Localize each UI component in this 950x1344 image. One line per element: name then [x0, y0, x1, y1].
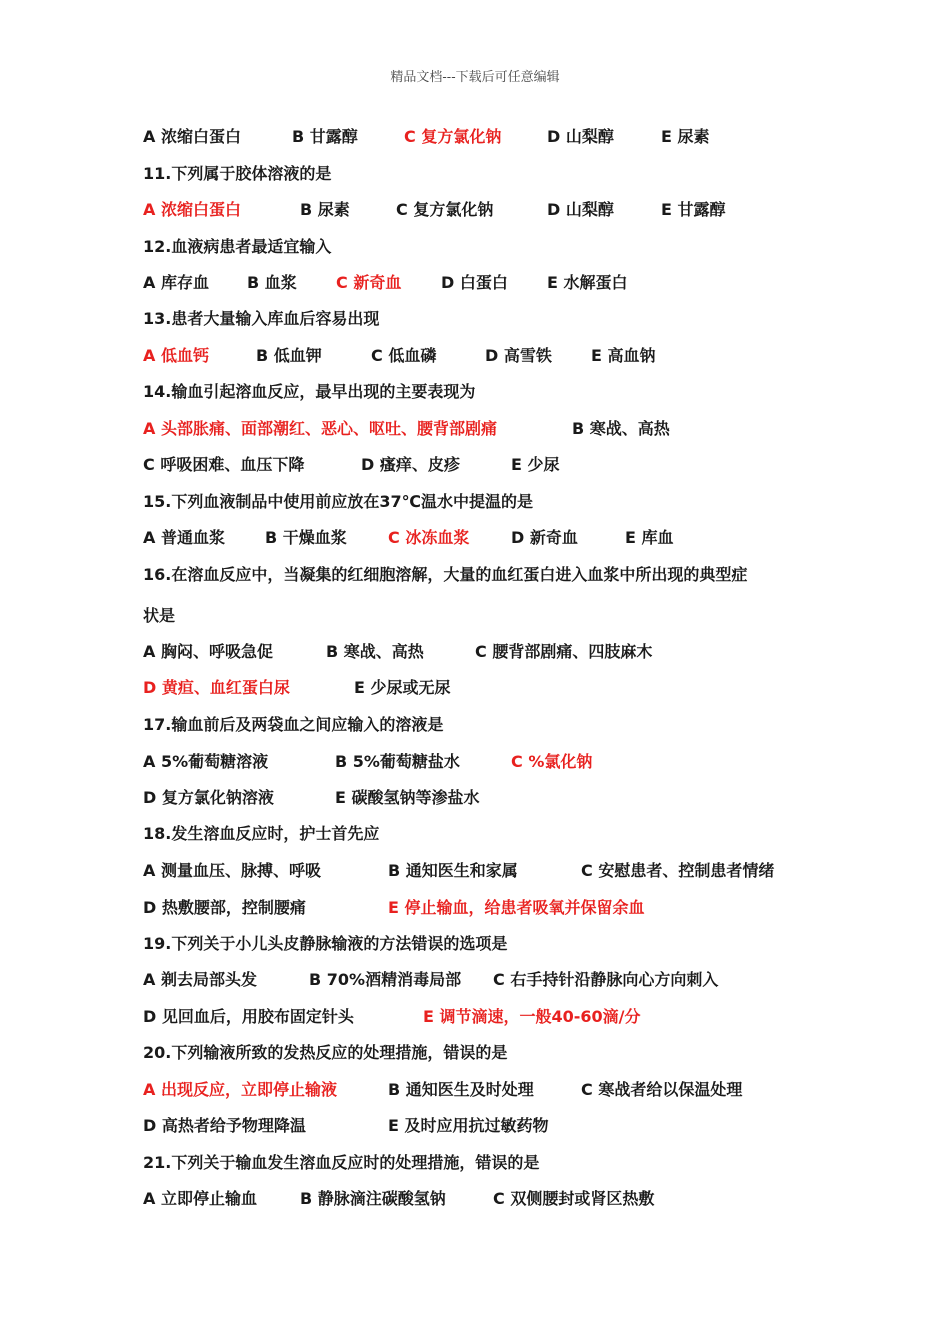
- answer-option-correct: D 黄疸、血红蛋白尿: [143, 678, 290, 697]
- answer-option: D 高雪铁: [485, 346, 552, 365]
- answer-option: A 胸闷、呼吸急促: [143, 642, 273, 661]
- answer-option: D 热敷腰部，控制腰痛: [143, 898, 306, 917]
- question-text: 12.血液病患者最适宜输入: [143, 237, 332, 256]
- answer-option: C 低血磷: [371, 346, 437, 365]
- answer-option-correct: A 浓缩白蛋白: [143, 200, 241, 219]
- answer-option: A 立即停止输血: [143, 1189, 257, 1208]
- answer-option: C 呼吸困难、血压下降: [143, 455, 305, 474]
- answer-option: E 库血: [625, 528, 674, 547]
- answer-option: B 低血钾: [256, 346, 322, 365]
- answer-option: D 见回血后，用胶布固定针头: [143, 1007, 354, 1026]
- answer-option: B 70%酒精消毒局部: [309, 970, 462, 989]
- question-text: 15.下列血液制品中使用前应放在37℃温水中提温的是: [143, 492, 533, 511]
- question-text: 16.在溶血反应中，当凝集的红细胞溶解，大量的血红蛋白进入血浆中所出现的典型症: [143, 565, 748, 584]
- answer-option: B 寒战、高热: [326, 642, 424, 661]
- answer-option: B 5%葡萄糖盐水: [335, 752, 460, 771]
- answer-option: E 及时应用抗过敏药物: [388, 1116, 549, 1135]
- question-text: 17.输血前后及两袋血之间应输入的溶液是: [143, 715, 444, 734]
- answer-option: E 高血钠: [591, 346, 656, 365]
- question-text: 状是: [143, 606, 176, 625]
- answer-option: C 右手持针沿静脉向心方向刺入: [493, 970, 719, 989]
- answer-option: C 腰背部剧痛、四肢麻木: [475, 642, 653, 661]
- answer-option-correct: C 复方氯化钠: [404, 127, 502, 146]
- answer-option: B 干燥血浆: [265, 528, 347, 547]
- answer-option: C 安慰患者、控制患者情绪: [581, 861, 775, 880]
- answer-option: E 少尿或无尿: [354, 678, 451, 697]
- question-text: 11.下列属于胶体溶液的是: [143, 164, 332, 183]
- answer-option: A 库存血: [143, 273, 209, 292]
- answer-option-correct: A 头部胀痛、面部潮红、恶心、呕吐、腰背部剧痛: [143, 419, 497, 438]
- page-header: 精品文档---下载后可任意编辑: [390, 70, 560, 85]
- answer-option-correct: C %氯化钠: [511, 752, 593, 771]
- answer-option: A 浓缩白蛋白: [143, 127, 241, 146]
- answer-option: D 瘙痒、皮疹: [361, 455, 460, 474]
- answer-option: D 新奇血: [511, 528, 578, 547]
- answer-option: B 尿素: [300, 200, 350, 219]
- question-text: 19.下列关于小儿头皮静脉输液的方法错误的选项是: [143, 934, 508, 953]
- answer-option-correct: A 低血钙: [143, 346, 209, 365]
- question-text: 13.患者大量输入库血后容易出现: [143, 309, 380, 328]
- answer-option: E 尿素: [661, 127, 710, 146]
- answer-option: B 甘露醇: [292, 127, 358, 146]
- answer-option: B 静脉滴注碳酸氢钠: [300, 1189, 446, 1208]
- answer-option: D 高热者给予物理降温: [143, 1116, 306, 1135]
- answer-option: D 山梨醇: [547, 127, 614, 146]
- answer-option-correct: E 调节滴速，一般40-60滴/分: [423, 1007, 641, 1026]
- answer-option: B 通知医生和家属: [388, 861, 518, 880]
- answer-option: D 白蛋白: [441, 273, 508, 292]
- answer-option: A 普通血浆: [143, 528, 225, 547]
- answer-option: D 山梨醇: [547, 200, 614, 219]
- answer-option-correct: C 新奇血: [336, 273, 402, 292]
- answer-option: A 5%葡萄糖溶液: [143, 752, 269, 771]
- answer-option: B 通知医生及时处理: [388, 1080, 534, 1099]
- question-text: 20.下列输液所致的发热反应的处理措施，错误的是: [143, 1043, 508, 1062]
- question-text: 18.发生溶血反应时，护士首先应: [143, 824, 380, 843]
- answer-option: B 血浆: [247, 273, 297, 292]
- answer-option: C 双侧腰封或肾区热敷: [493, 1189, 655, 1208]
- answer-option-correct: C 冰冻血浆: [388, 528, 470, 547]
- answer-option: E 水解蛋白: [547, 273, 628, 292]
- question-text: 14.输血引起溶血反应，最早出现的主要表现为: [143, 382, 476, 401]
- answer-option: C 寒战者给以保温处理: [581, 1080, 743, 1099]
- answer-option: E 碳酸氢钠等渗盐水: [335, 788, 480, 807]
- answer-option-correct: E 停止输血，给患者吸氧并保留余血: [388, 898, 645, 917]
- answer-option: A 测量血压、脉搏、呼吸: [143, 861, 321, 880]
- answer-option: A 剃去局部头发: [143, 970, 257, 989]
- answer-option: B 寒战、高热: [572, 419, 670, 438]
- answer-option: D 复方氯化钠溶液: [143, 788, 274, 807]
- question-text: 21.下列关于输血发生溶血反应时的处理措施，错误的是: [143, 1153, 540, 1172]
- answer-option: C 复方氯化钠: [396, 200, 494, 219]
- answer-option: E 甘露醇: [661, 200, 726, 219]
- answer-option: E 少尿: [511, 455, 560, 474]
- answer-option-correct: A 出现反应，立即停止输液: [143, 1080, 337, 1099]
